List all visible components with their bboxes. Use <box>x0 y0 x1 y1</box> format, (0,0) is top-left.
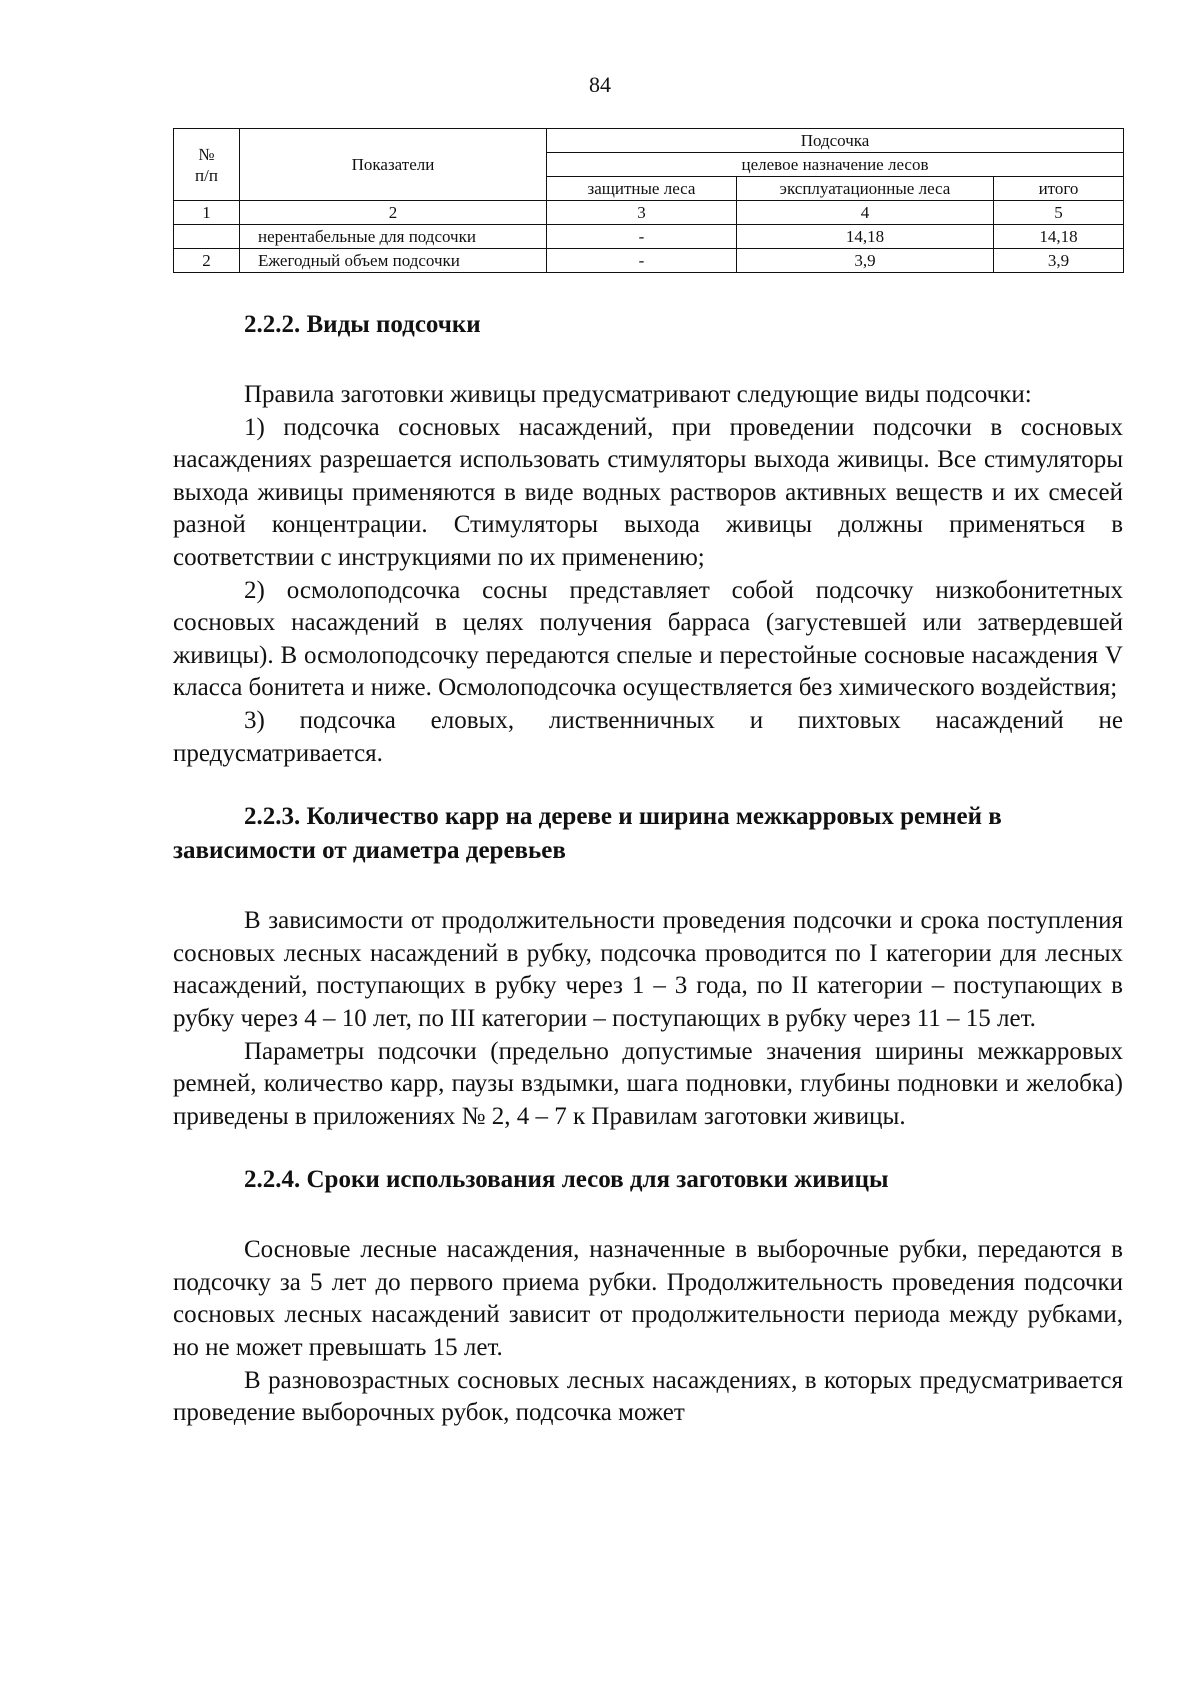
table-cell: 3,9 <box>994 249 1124 273</box>
table-cell: - <box>547 249 737 273</box>
table-cell <box>174 225 240 249</box>
table-cell: 14,18 <box>994 225 1124 249</box>
document-body <box>173 308 1123 1430</box>
header-protective: защитные леса <box>547 177 737 201</box>
table-cell: 14,18 <box>737 225 994 249</box>
table-cell: - <box>547 225 737 249</box>
header-exploitation: эксплуатационные леса <box>737 177 994 201</box>
header-total: итого <box>994 177 1124 201</box>
paragraph: Правила заготовки живицы предусматривают следующие виды подсочки: <box>244 381 1032 408</box>
header-indicators: Показатели <box>240 129 547 201</box>
paragraph: В разновозрастных сосновых лесных насаждениях, в которых предусматривается проведение выборочных рубок, подсочка может <box>173 1366 1123 1427</box>
table-cell: 3,9 <box>737 249 994 273</box>
section-heading-2-2-4: 2.2.4. Сроки использования лесов для заготовки живицы <box>244 1166 889 1194</box>
table-cell: нерентабельные для подсочки <box>240 225 547 249</box>
paragraph: 2) осмолоподсочка сосны представляет собой подсочку низкобонитетных сосновых насаждений в целях получения барраса (загустевшей или затвердевшей живицы). В осмолоподсочку передаются спелые и перестойные сосновые насаждения V класса бонитета и ниже. Осмолоподсочка осуществляется без химического воздействия; <box>173 576 1123 702</box>
section-heading-2-2-3: 2.2.3. Количество карр на дереве и ширина межкарровых ремней в зависимости от диаметра деревьев <box>173 803 1002 865</box>
harvest-table <box>173 128 1124 273</box>
section-heading-2-2-2: 2.2.2. Виды подсочки <box>244 311 481 338</box>
table-cell: 1 <box>174 201 240 225</box>
table-row <box>174 225 1124 249</box>
header-number: № п/п <box>174 129 240 201</box>
header-group: Подсочка <box>547 129 1124 153</box>
header-subgroup: целевое назначение лесов <box>547 153 1124 177</box>
table-cell: 4 <box>737 201 994 225</box>
paragraph: 1) подсочка сосновых насаждений, при проведении подсочки в сосновых насаждениях разрешается использовать стимуляторы выхода живицы. Все стимуляторы выхода живицы применяются в виде водных растворов активных веществ и их смесей разной концентрации. Стимуляторы выхода живицы должны применяться в соответствии с инструкциями по их применению; <box>173 413 1123 571</box>
paragraph: Параметры подсочки (предельно допустимые значения ширины межкарровых ремней, количество карр, паузы вздымки, шага подновки, глубины подновки и желобка) приведены в приложениях № 2, 4 – 7 к Правилам заготовки живицы. <box>173 1037 1123 1130</box>
table-cell: Ежегодный объем подсочки <box>240 249 547 273</box>
table-row <box>174 249 1124 273</box>
page-number: 84 <box>589 72 611 97</box>
paragraph: В зависимости от продолжительности проведения подсочки и срока поступления сосновых лесных насаждений в рубку, подсочка проводится по I категории для лесных насаждений, поступающих в рубку через 1 – 3 года, по II категории – поступающих в рубку через 4 – 10 лет, по III категории – поступающих в рубку через 11 – 15 лет. <box>173 907 1123 1032</box>
table-cell: 2 <box>240 201 547 225</box>
table-index-row <box>174 201 1124 225</box>
table-header-row <box>174 129 1124 153</box>
paragraph: Сосновые лесные насаждения, назначенные в выборочные рубки, передаются в подсочку за 5 лет до первого приема рубки. Продолжительность проведения подсочки сосновых лесных насаждений зависит от продолжительности периода между рубками, но не может превышать 15 лет. <box>173 1236 1123 1362</box>
table-cell: 2 <box>174 249 240 273</box>
paragraph: 3) подсочка еловых, лиственничных и пихтовых насаждений не предусматривается. <box>173 706 1123 767</box>
table-cell: 5 <box>994 201 1124 225</box>
table-cell: 3 <box>547 201 737 225</box>
